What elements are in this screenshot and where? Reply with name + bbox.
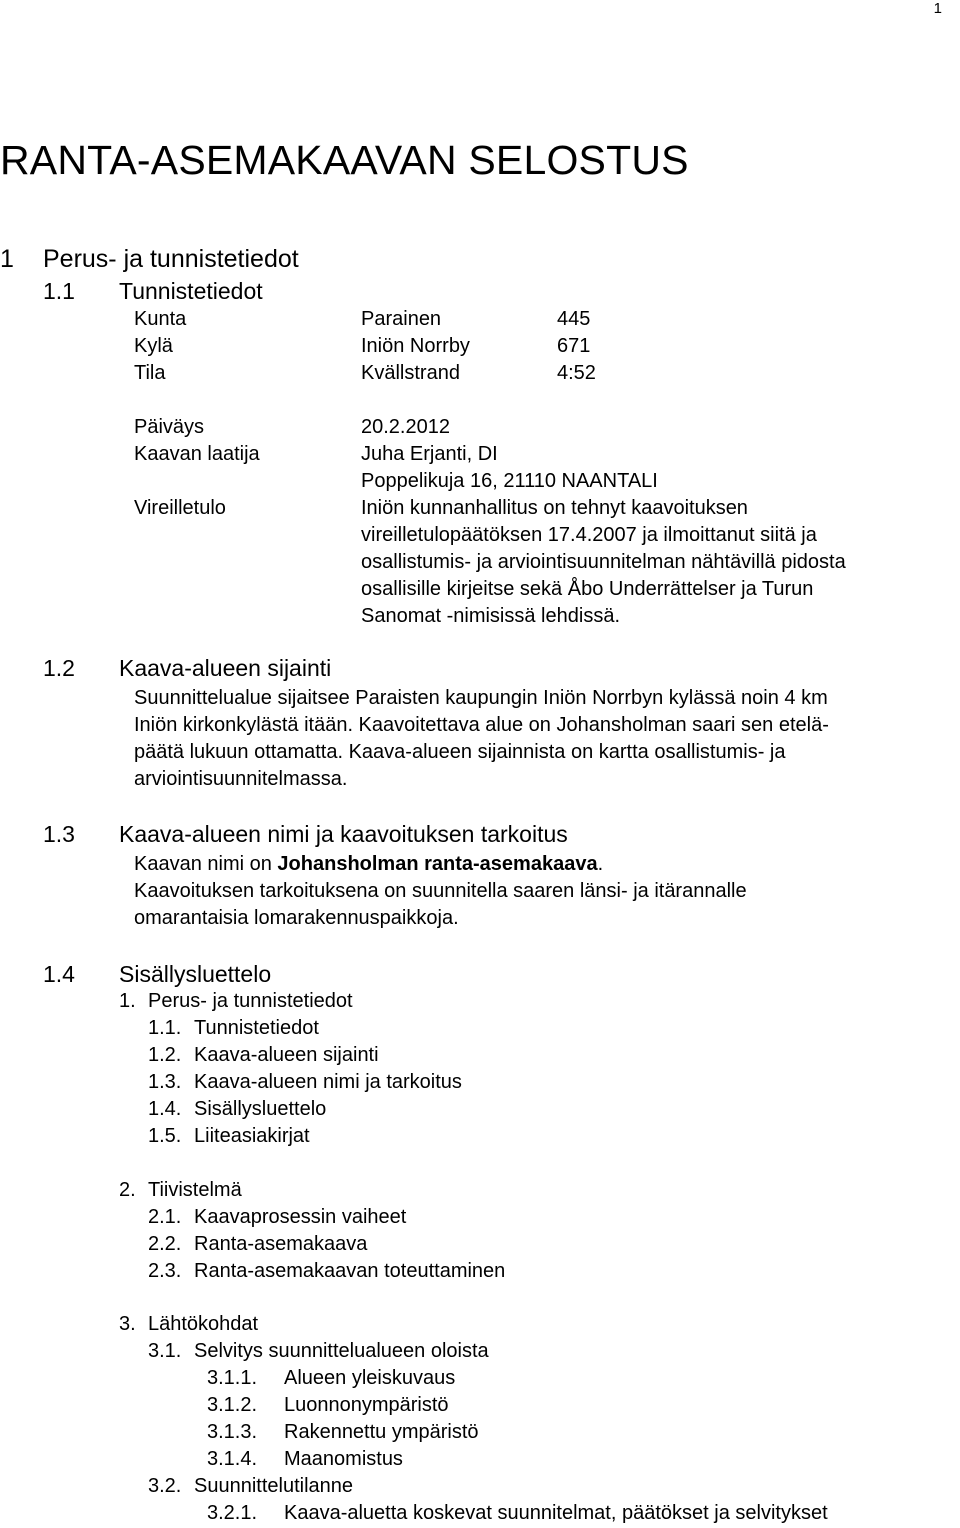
toc-entry-number: 3.1. xyxy=(148,1340,182,1362)
location-line: Suunnittelualue sijaitsee Paraisten kaupungin Iniön Norrbyn kylässä noin 4 km xyxy=(134,687,828,709)
section-1-number: 1 xyxy=(0,245,14,273)
section-1-4-heading: Sisällysluettelo xyxy=(119,961,272,987)
toc-entry-text: Kaava-alueen nimi ja tarkoitus xyxy=(194,1071,462,1093)
date-value: 20.2.2012 xyxy=(361,416,450,438)
toc-entry-number: 3.1.1. xyxy=(207,1367,258,1389)
toc-entry-text: Selvitys suunnittelualueen oloista xyxy=(194,1340,489,1362)
toc-entry-text: Ranta-asemakaava xyxy=(194,1233,368,1255)
toc-entry-number: 1. xyxy=(119,990,136,1012)
toc-entry-text: Kaavaprosessin vaiheet xyxy=(194,1206,407,1228)
toc-entry-number: 1.5. xyxy=(148,1125,182,1147)
toc-entry-text: Sisällysluettelo xyxy=(194,1098,327,1120)
toc-entry-number: 3.2. xyxy=(148,1475,182,1497)
toc-entry-text: Tiivistelmä xyxy=(148,1179,242,1201)
section-1-2-number: 1.2 xyxy=(43,655,75,681)
location-line: Iniön kirkonkylästä itään. Kaavoitettava alue on Johansholman saari sen etelä- xyxy=(134,714,829,736)
toc-entry-text: Alueen yleiskuvaus xyxy=(284,1367,456,1389)
purpose-line: Kaavoituksen tarkoituksena on suunnitella saaren länsi- ja itärannalle xyxy=(134,880,747,902)
toc-entry-text: Liiteasiakirjat xyxy=(194,1125,310,1147)
toc-entry-text: Maanomistus xyxy=(284,1448,403,1470)
tila-label: Tila xyxy=(134,362,166,384)
toc-entry-number: 1.2. xyxy=(148,1044,182,1066)
author-line: Poppelikuja 16, 21110 NAANTALI xyxy=(361,470,658,492)
initiation-line: Sanomat -nimisissä lehdissä. xyxy=(361,605,620,627)
toc-entry-number: 3.2.1. xyxy=(207,1502,258,1524)
kyla-label: Kylä xyxy=(134,335,173,357)
toc-entry-number: 2.1. xyxy=(148,1206,182,1228)
author-label: Kaavan laatija xyxy=(134,443,260,465)
date-label: Päiväys xyxy=(134,416,205,438)
section-1-1-heading: Tunnistetiedot xyxy=(119,278,263,304)
page-number: 1 xyxy=(933,0,942,17)
kunta-value: Parainen xyxy=(361,308,442,330)
toc-entry-text: Tunnistetiedot xyxy=(194,1017,319,1039)
initiation-line: vireilletulopäätöksen 17.4.2007 ja ilmoittanut siitä ja xyxy=(361,524,817,546)
tila-value: Kvällstrand xyxy=(361,362,460,384)
plan-name-prefix: Kaavan nimi on xyxy=(134,853,278,875)
purpose-line: omarantaisia lomarakennuspaikkoja. xyxy=(134,907,459,929)
section-1-2-heading: Kaava-alueen sijainti xyxy=(119,655,332,681)
toc-entry-text: Lähtökohdat xyxy=(148,1313,259,1335)
plan-name-suffix: . xyxy=(597,853,604,875)
toc-entry-text: Kaava-alueen sijainti xyxy=(194,1044,379,1066)
document-title: RANTA-ASEMAKAAVAN SELOSTUS xyxy=(0,137,689,183)
section-1-3-heading: Kaava-alueen nimi ja kaavoituksen tarkoitus xyxy=(119,821,568,847)
location-line: arviointisuunnitelmassa. xyxy=(134,768,348,790)
section-1-heading: Perus- ja tunnistetiedot xyxy=(43,245,299,273)
toc-entry-number: 1.1. xyxy=(148,1017,182,1039)
kyla-value: Iniön Norrby xyxy=(361,335,470,357)
kunta-label: Kunta xyxy=(134,308,187,330)
section-1-4-number: 1.4 xyxy=(43,961,75,987)
section-1-3-number: 1.3 xyxy=(43,821,75,847)
kunta-code: 445 xyxy=(557,308,591,330)
toc-entry-number: 3.1.2. xyxy=(207,1394,258,1416)
tila-code: 4:52 xyxy=(557,362,596,384)
plan-name-line xyxy=(134,851,603,878)
initiation-line: Iniön kunnanhallitus on tehnyt kaavoituksen xyxy=(361,497,748,519)
plan-name: Johansholman ranta-asemakaava xyxy=(277,853,598,875)
toc-entry-text: Suunnittelutilanne xyxy=(194,1475,354,1497)
toc-entry-text: Kaava-aluetta koskevat suunnitelmat, päätökset ja selvitykset xyxy=(284,1502,828,1524)
initiation-line: osallistumis- ja arviointisuunnitelman nähtävillä pidosta xyxy=(361,551,846,573)
toc-entry-number: 3.1.4. xyxy=(207,1448,258,1470)
toc-entry-number: 2.2. xyxy=(148,1233,182,1255)
toc-entry-number: 1.4. xyxy=(148,1098,182,1120)
toc-entry-number: 3. xyxy=(119,1313,136,1335)
toc-entry-text: Ranta-asemakaavan toteuttaminen xyxy=(194,1260,506,1282)
toc-entry-number: 2.3. xyxy=(148,1260,182,1282)
toc-entry-number: 3.1.3. xyxy=(207,1421,258,1443)
initiation-label: Vireilletulo xyxy=(134,497,226,519)
initiation-line: osallisille kirjeitse sekä Åbo Underrättelser ja Turun xyxy=(361,578,814,600)
section-1-1-number: 1.1 xyxy=(43,278,75,304)
toc-entry-number: 1.3. xyxy=(148,1071,182,1093)
location-line: päätä lukuun ottamatta. Kaava-alueen sijainnista on kartta osallistumis- ja xyxy=(134,741,786,763)
toc-entry-text: Luonnonympäristö xyxy=(284,1394,449,1416)
author-line: Juha Erjanti, DI xyxy=(361,443,498,465)
toc-entry-number: 2. xyxy=(119,1179,136,1201)
kyla-code: 671 xyxy=(557,335,591,357)
toc-entry-text: Rakennettu ympäristö xyxy=(284,1421,479,1443)
toc-entry-text: Perus- ja tunnistetiedot xyxy=(148,990,353,1012)
